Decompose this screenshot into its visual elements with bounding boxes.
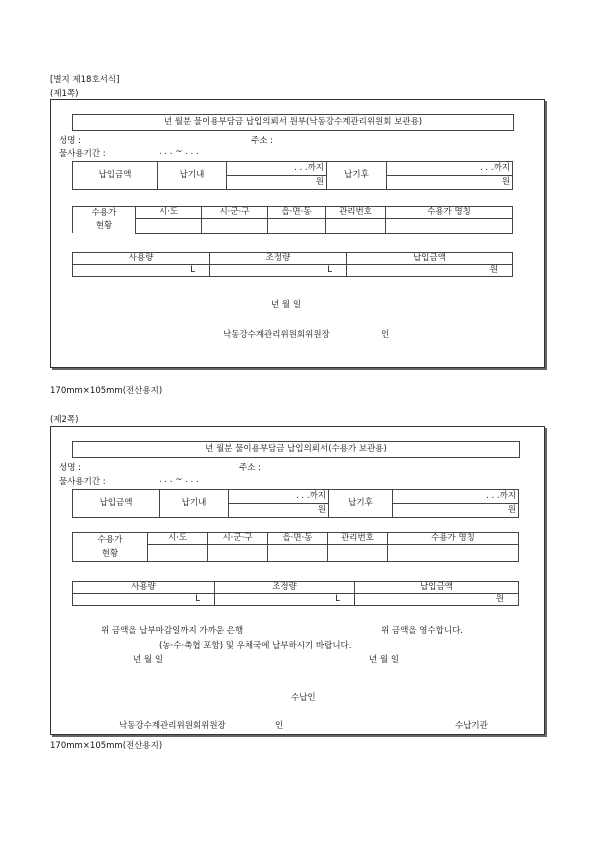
cell-consumer-name — [388, 545, 519, 562]
amount-table — [72, 161, 513, 190]
cell-sido — [136, 219, 202, 233]
receipt-date: 년 월 일 — [369, 655, 400, 665]
col-eupmyeondong: 읍·면·동 — [268, 533, 328, 545]
col-consumer-name: 수용가 명칭 — [388, 533, 519, 545]
issue-date: 년 월 일 — [133, 655, 164, 665]
payment-won: 원 — [355, 594, 519, 606]
payment-notice-line1: 위 금액을 납부마감일까지 가까운 은행 — [101, 626, 244, 636]
col-payment-amount: 납입금액 — [355, 582, 519, 594]
period-value: . . . ~ . . . — [159, 475, 199, 485]
amount-label: 납입금액 — [73, 162, 158, 190]
page-number-1: (제1쪽) — [50, 89, 79, 99]
cell-management-number — [328, 545, 388, 562]
col-sigungu: 시·군·구 — [202, 207, 268, 219]
due-in-label: 납기내 — [160, 490, 229, 518]
period-label: 물사용기간 : — [59, 149, 106, 159]
form-title-text: 년 월분 물이용부담금 납입의뢰서(수용가 보관용) — [205, 444, 387, 454]
usage-liter: L — [73, 265, 210, 277]
col-adjustment: 조정량 — [210, 253, 347, 265]
due-after-date: . . .까지 — [387, 162, 513, 176]
col-payment-amount: 납입금액 — [347, 253, 513, 265]
seal-mark: 인 — [381, 330, 390, 340]
cell-eupmyeondong — [268, 545, 328, 562]
amount-table — [72, 489, 519, 518]
due-after-won: 원 — [393, 504, 519, 518]
consumer-label: 수용가 — [91, 208, 117, 218]
due-in-label: 납기내 — [158, 162, 227, 190]
usage-table — [72, 252, 513, 277]
signer-title: 낙동강수계관리위원회위원장 — [119, 721, 226, 731]
cell-sigungu — [202, 219, 268, 233]
form-reference: [별지 제18호서식] — [50, 75, 120, 85]
signer-title: 낙동강수계관리위원회위원장 — [223, 330, 330, 340]
due-in-date: . . .까지 — [229, 490, 329, 504]
form-copy-2 — [50, 426, 545, 735]
col-eupmyeondong: 읍·면·동 — [268, 207, 326, 219]
cell-management-number — [326, 219, 386, 233]
consumer-status-label — [73, 207, 136, 234]
form-title — [72, 114, 514, 131]
name-label: 성명 : — [59, 463, 81, 473]
paper-size-note-1: 170mm×105mm(전산용지) — [50, 386, 163, 396]
period-label: 물사용기간 : — [59, 477, 106, 487]
col-sigungu: 시·군·구 — [208, 533, 268, 545]
status-label: 현황 — [101, 549, 119, 559]
col-usage: 사용량 — [73, 582, 215, 594]
consumer-status-label — [73, 533, 148, 562]
form-title — [72, 441, 520, 458]
address-label: 주소 : — [239, 463, 261, 473]
period-value: . . . ~ . . . — [159, 147, 199, 157]
consumer-table — [72, 532, 519, 562]
form-copy-1 — [50, 99, 545, 368]
adjustment-liter: L — [215, 594, 355, 606]
consumer-label: 수용가 — [97, 535, 123, 545]
due-after-won: 원 — [387, 176, 513, 190]
receipt-confirmation: 위 금액을 영수합니다. — [381, 626, 464, 636]
payment-won: 원 — [347, 265, 513, 277]
receiving-institution: 수납기관 — [455, 721, 488, 731]
paper-size-note-2: 170mm×105mm(전산용지) — [50, 741, 163, 751]
due-in-won: 원 — [229, 504, 329, 518]
col-consumer-name: 수용가 명칭 — [386, 207, 513, 219]
adjustment-liter: L — [210, 265, 347, 277]
due-in-won: 원 — [227, 176, 327, 190]
col-sido: 시·도 — [136, 207, 202, 219]
due-in-date: . . .까지 — [227, 162, 327, 176]
cell-sigungu — [208, 545, 268, 562]
col-adjustment: 조정량 — [215, 582, 355, 594]
form-title-text: 년 월분 물이용부담금 납입의뢰서 원부(낙동강수계관리위원회 보관용) — [163, 117, 423, 127]
consumer-table — [72, 206, 513, 234]
seal-mark: 인 — [275, 721, 284, 731]
name-label: 성명 : — [59, 136, 81, 146]
status-label: 현황 — [95, 221, 113, 231]
due-after-label: 납기후 — [327, 162, 387, 190]
col-management-number: 관리번호 — [326, 207, 386, 219]
due-after-date: . . .까지 — [393, 490, 519, 504]
page-number-2: (제2쪽) — [50, 415, 79, 425]
cell-consumer-name — [386, 219, 513, 233]
col-management-number: 관리번호 — [328, 533, 388, 545]
usage-table — [72, 581, 519, 606]
col-usage: 사용량 — [73, 253, 210, 265]
issue-date: 년 월 일 — [271, 300, 302, 310]
cell-sido — [148, 545, 208, 562]
payment-notice-line2: (농·수·축협 포함) 및 우체국에 납부하시기 바랍니다. — [159, 641, 352, 651]
receiver-label: 수납인 — [291, 693, 316, 703]
address-label: 주소 : — [251, 136, 273, 146]
cell-eupmyeondong — [268, 219, 326, 233]
amount-label: 납입금액 — [73, 490, 160, 518]
due-after-label: 납기후 — [329, 490, 393, 518]
col-sido: 시·도 — [148, 533, 208, 545]
usage-liter: L — [73, 594, 215, 606]
